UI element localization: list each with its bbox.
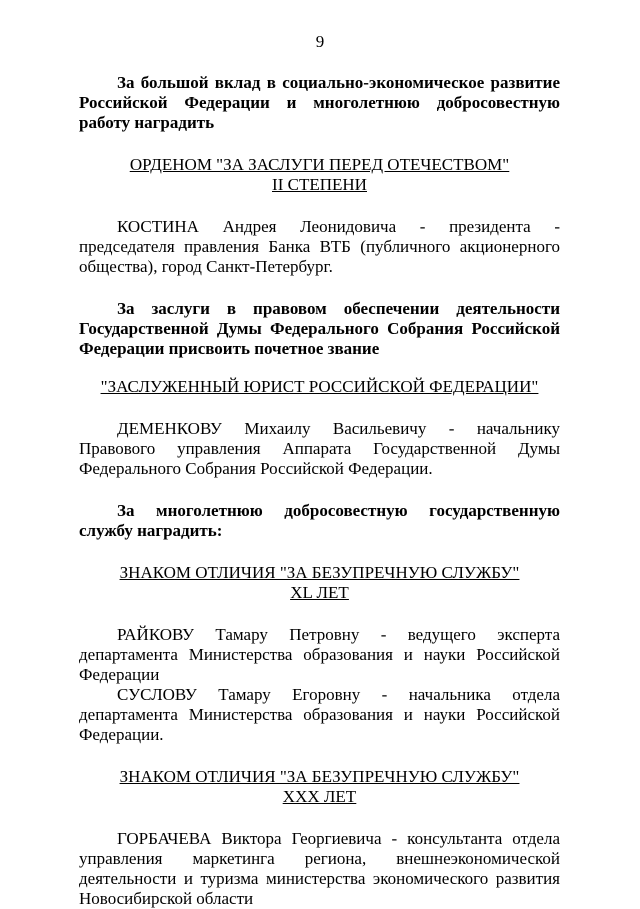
award-degree: XXX ЛЕТ <box>282 787 357 806</box>
page-number: 9 <box>315 32 325 51</box>
award-title-line: ЗНАКОМ ОТЛИЧИЯ "ЗА БЕЗУПРЕЧНУЮ СЛУЖБУ" <box>119 563 520 582</box>
recipient-entry: РАЙКОВУ Тамару Петровну - ведущего эксперта департамента Министерства образования и науки Российской Федерации <box>79 625 560 684</box>
award-title-line: ОРДЕНОМ "ЗА ЗАСЛУГИ ПЕРЕД ОТЕЧЕСТВОМ" <box>129 155 510 174</box>
section-intro: За заслуги в правовом обеспечении деятельности Государственной Думы Федерального Собрания Российской Федерации присвоить почетное звание <box>79 299 560 358</box>
recipient-entry: КОСТИНА Андрея Леонидовича - президента - председателя правления Банка ВТБ (публичного акционерного общества), город Санкт-Петербург. <box>79 217 560 276</box>
recipient-entry: ДЕМЕНКОВУ Михаилу Васильевичу - начальнику Правового управления Аппарата Государственной Думы Федерального Собрания Российской Федерации. <box>79 419 560 478</box>
award-degree: XL ЛЕТ <box>290 583 349 602</box>
award-title <box>79 767 560 807</box>
award-degree: II СТЕПЕНИ <box>272 175 367 194</box>
award-title <box>79 377 560 397</box>
award-title-line: ЗНАКОМ ОТЛИЧИЯ "ЗА БЕЗУПРЕЧНУЮ СЛУЖБУ" <box>119 767 520 786</box>
award-title-line: "ЗАСЛУЖЕННЫЙ ЮРИСТ РОССИЙСКОЙ ФЕДЕРАЦИИ" <box>100 377 539 396</box>
section-intro: За большой вклад в социально-экономическое развитие Российской Федерации и многолетнюю добросовестную работу наградить <box>79 73 560 132</box>
document-body <box>79 73 560 909</box>
award-title <box>79 155 560 195</box>
award-title <box>79 563 560 603</box>
recipient-entry: СУСЛОВУ Тамару Егоровну - начальника отдела департамента Министерства образования и науки Российской Федерации. <box>79 685 560 744</box>
section-intro: За многолетнюю добросовестную государственную службу наградить: <box>79 501 560 540</box>
recipient-entry: ГОРБАЧЕВА Виктора Георгиевича - консультанта отдела управления маркетинга региона, внешнеэкономической деятельности и туризма министерства экономического развития Новосибирской области <box>79 829 560 908</box>
